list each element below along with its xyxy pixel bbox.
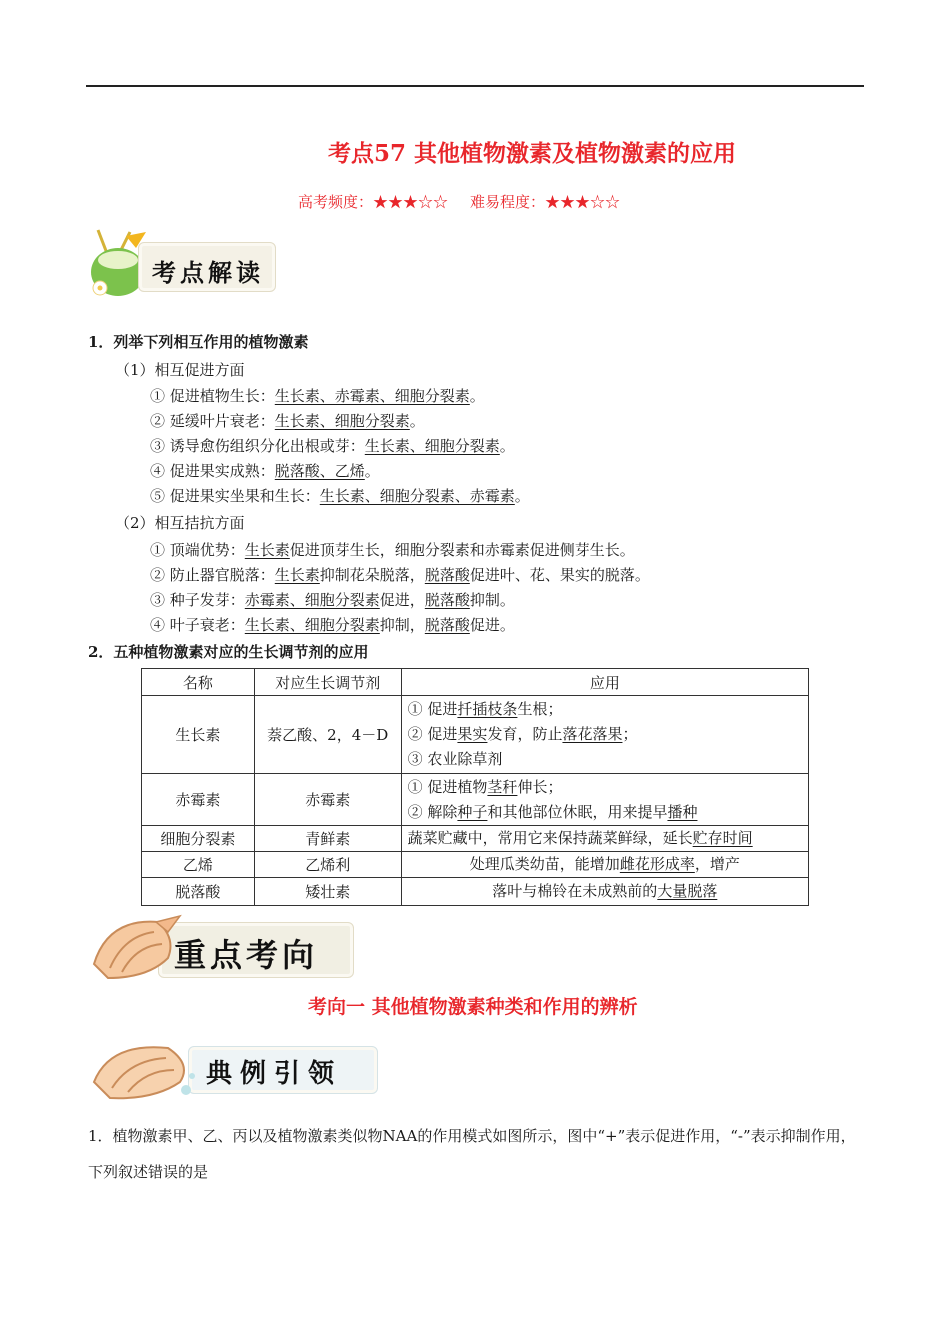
difficulty-stars: ★★★☆☆ bbox=[545, 193, 621, 211]
regulator-table bbox=[141, 668, 809, 906]
answer-blank: 种子 bbox=[457, 802, 488, 821]
uses-cell bbox=[401, 878, 808, 906]
kaodian-banner-text: 考点解读 bbox=[152, 258, 264, 287]
table-row bbox=[142, 696, 809, 774]
page-title: 考点57 其他植物激素及植物激素的应用 bbox=[328, 140, 737, 167]
antagonize-item: ③ 种子发芽：赤霉素、细胞分裂素促进，脱落酸抑制。 bbox=[150, 591, 515, 609]
antagonize-item: ① 顶端优势：生长素促进顶芽生长，细胞分裂素和赤霉素促进侧芽生长。 bbox=[150, 541, 635, 559]
hormone-name: 赤霉素 bbox=[142, 774, 255, 826]
use-text: ； bbox=[622, 725, 638, 743]
use-text: 生根； bbox=[517, 700, 563, 718]
use-line bbox=[408, 697, 802, 722]
regulator-name: 萘乙酸、2，4－D bbox=[254, 696, 401, 774]
section1-heading: 1．列举下列相互作用的植物激素 bbox=[88, 333, 309, 351]
difficulty-line bbox=[298, 191, 620, 212]
uses-cell bbox=[401, 774, 808, 826]
antagonize-item: ④ 叶子衰老：生长素、细胞分裂素抑制，脱落酸促进。 bbox=[150, 616, 515, 634]
section2-heading: 2．五种植物激素对应的生长调节剂的应用 bbox=[88, 643, 369, 661]
hormone-name: 细胞分裂素 bbox=[142, 826, 255, 852]
use-text: 伸长； bbox=[517, 777, 563, 796]
use-text: ② 促进 bbox=[407, 725, 458, 743]
dianli-banner-text: 典例引领 bbox=[206, 1059, 343, 1089]
zhongdian-banner bbox=[88, 908, 358, 986]
seashell-icon bbox=[88, 1030, 200, 1106]
use-text: 落叶与棉铃在未成熟前的 bbox=[492, 882, 658, 900]
answer-blank: 雌花形成率 bbox=[619, 855, 695, 873]
dianli-banner bbox=[88, 1030, 388, 1106]
promote-item: ⑤ 促进果实坐果和生长：生长素、细胞分裂素、赤霉素。 bbox=[150, 487, 530, 505]
answer-blank: 贮存时间 bbox=[692, 829, 753, 847]
promote-item: ③ 诱导愈伤组织分化出根或芽：生长素、细胞分裂素。 bbox=[150, 437, 515, 455]
answer-blank: 落花落果 bbox=[562, 725, 623, 743]
zhongdian-banner-text: 重点考向 bbox=[174, 936, 319, 974]
hormone-name: 乙烯 bbox=[142, 852, 255, 878]
promote-item: ④ 促进果实成熟：脱落酸、乙烯。 bbox=[150, 462, 380, 480]
use-text: ③ 农业除草剂 bbox=[407, 750, 503, 768]
use-line bbox=[408, 826, 802, 851]
column-header: 对应生长调节剂 bbox=[254, 669, 401, 696]
use-text: 蔬菜贮藏中，常用它来保持蔬菜鲜绿，延长 bbox=[407, 829, 693, 847]
use-line bbox=[408, 722, 802, 747]
use-line bbox=[408, 852, 802, 877]
kaodian-banner bbox=[88, 226, 278, 302]
regulator-name: 赤霉素 bbox=[254, 774, 401, 826]
question-text: 1．植物激素甲、乙、丙以及植物激素类似物NAA的作用模式如图所示，图中“+”表示促进作用，“-”表示抑制作用，下列叙述错误的是 bbox=[88, 1127, 856, 1181]
table-row bbox=[142, 852, 809, 878]
conch-shell-icon bbox=[88, 908, 184, 986]
regulator-name: 乙烯利 bbox=[254, 852, 401, 878]
hormone-name: 脱落酸 bbox=[142, 878, 255, 906]
use-line bbox=[408, 747, 802, 772]
use-line bbox=[408, 879, 802, 904]
promote-item: ① 促进植物生长：生长素、赤霉素、细胞分裂素。 bbox=[150, 387, 485, 405]
promote-item: ② 延缓叶片衰老：生长素、细胞分裂素。 bbox=[150, 412, 425, 430]
promote-subheading: （1）相互促进方面 bbox=[115, 361, 245, 379]
use-text: 发育，防止 bbox=[487, 725, 563, 743]
header-rule bbox=[86, 85, 864, 87]
use-line bbox=[408, 800, 802, 825]
answer-blank: 茎秆 bbox=[487, 777, 518, 796]
answer-blank: 果实 bbox=[457, 725, 488, 743]
difficulty-label: 难易程度： bbox=[470, 193, 546, 211]
regulator-name: 矮壮素 bbox=[254, 878, 401, 906]
use-text: ② 解除 bbox=[407, 802, 458, 821]
frequency-stars: ★★★☆☆ bbox=[373, 193, 449, 211]
use-text: ① 促进植物 bbox=[407, 777, 488, 796]
table-row bbox=[142, 774, 809, 826]
column-header: 名称 bbox=[142, 669, 255, 696]
use-text: ，增产 bbox=[694, 855, 740, 873]
use-text: 和其他部位休眠，用来提早 bbox=[487, 802, 668, 821]
use-line bbox=[408, 775, 802, 800]
table-header-row bbox=[142, 669, 809, 696]
regulator-name: 青鲜素 bbox=[254, 826, 401, 852]
antagonize-item: ② 防止器官脱落：生长素抑制花朵脱落，脱落酸促进叶、花、果实的脱落。 bbox=[150, 566, 650, 584]
frequency-label: 高考频度： bbox=[298, 193, 374, 211]
use-text: 处理瓜类幼苗，能增加 bbox=[469, 855, 620, 873]
uses-cell bbox=[401, 852, 808, 878]
answer-blank: 大量脱落 bbox=[657, 882, 718, 900]
section-subtitle: 考向一 其他植物激素种类和作用的辨析 bbox=[308, 996, 638, 1018]
hormone-name: 生长素 bbox=[142, 696, 255, 774]
table-row bbox=[142, 878, 809, 906]
use-text: ① 促进 bbox=[407, 700, 458, 718]
antagonize-subheading: （2）相互拮抗方面 bbox=[115, 514, 245, 532]
answer-blank: 播种 bbox=[667, 802, 698, 821]
answer-blank: 扦插枝条 bbox=[457, 700, 518, 718]
uses-cell bbox=[401, 826, 808, 852]
uses-cell bbox=[401, 696, 808, 774]
column-header: 应用 bbox=[401, 669, 808, 696]
table-row bbox=[142, 826, 809, 852]
